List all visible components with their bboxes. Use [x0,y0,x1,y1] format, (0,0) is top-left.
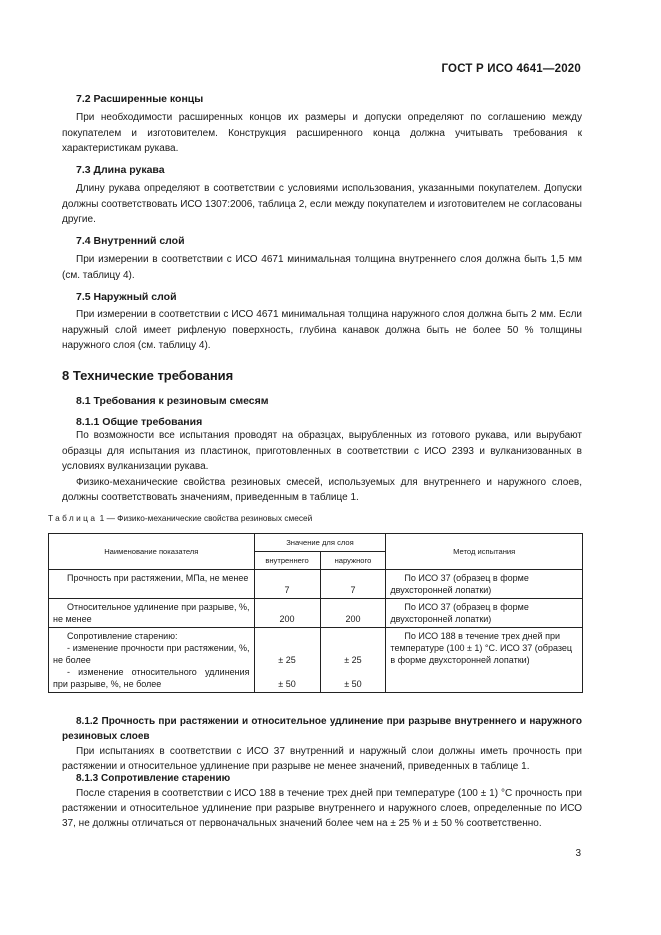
section-7-2-title: 7.2 Расширенные концы [76,93,204,105]
header-value: Значение для слоя [254,534,386,552]
section-7-3-title: 7.3 Длина рукава [76,164,165,176]
table-row: Сопротивление старению: - изменение прочности при растяжении, %, не более - изменение относительного удлинения при разрыве, %, не более ± 25 ± 50 ± 25 ± 50 По ИСО 188 в течение трех дней при температуре (100 ± 1) °С. ИСО 37 (образец в форме двухсторонней лопатки) [49,628,583,693]
section-7-2-text: При необходимости расширенных концов их размеры и допуски определяют по соглашению между покупателем и изготовителем. Конструкция расширенного конца должна учитывать требования к характеристикам рукава. [62,112,582,154]
section-7-4-title: 7.4 Внутренний слой [76,235,185,247]
section-8-1-1-title: 8.1.1 Общие требования [76,416,203,428]
section-8-1-title: 8.1 Требования к резиновым смесям [76,395,269,407]
section-7-5-text: При измерении в соответствии с ИСО 4671 минимальная толщина наружного слоя должна быть 2 мм. Если наружный слой имеет рифленую поверхность, глубина канавок должна быть не более 50 % толщины наружного слоя (см. таблицу 4). [62,309,582,351]
header-method: Метод испытания [386,534,583,570]
section-8-1-3-title: 8.1.3 Сопротивление старению [76,773,231,784]
page-number: 3 [575,848,581,859]
table-row: Прочность при растяжении, МПа, не менее 7 7 По ИСО 37 (образец в форме двухсторонней лопатки) [49,570,583,599]
section-8-1-2-text: При испытаниях в соответствии с ИСО 37 внутренний и наружный слои должны иметь прочность при растяжении и относительное удлинение при разрыве не менее значений, приведенных в таблице 1. [62,746,582,772]
section-7-5-title: 7.5 Наружный слой [76,291,177,303]
header-outer: наружного [320,552,386,570]
section-8-1-1-text: По возможности все испытания проводят на образцах, вырубленных из готового рукава, или вырубают образцы для испытания из пластинок, приготовленных в соответствии с ИСО 2393 и вулканизованных в условиях вулканизации рукава. Физико-механические свойства резиновых смесей, используемых для внутреннего и наружного слоев, должны соответствовать значениям, приведенным в таблице 1. [62,430,582,503]
header-name: Наименование показателя [49,534,255,570]
section-7-4-text: При измерении в соответствии с ИСО 4671 минимальная толщина внутреннего слоя должна быть 1,5 мм (см. таблицу 4). [62,254,582,281]
section-8-1-2-title: 8.1.2 Прочность при растяжении и относительное удлинение при разрыве внутреннего и наружного резиновых слоев [62,716,582,742]
table-caption: Таблица 1 — Физико-механические свойства резиновых смесей [48,513,313,523]
standard-designation: ГОСТ Р ИСО 4641—2020 [441,63,581,75]
section-7-3-text: Длину рукава определяют в соответствии с условиями использования, указанными покупателем. Допуски должны соответствовать ИСО 1307:2006, таблица 2, если между покупателем и изготовителем не согласованы другие. [62,183,582,225]
properties-table [48,533,583,693]
header-inner: внутреннего [254,552,320,570]
section-8-1-3-text: После старения в соответствии с ИСО 188 в течение трех дней при температуре (100 ± 1) °С прочность при растяжении и относительное удлинение при разрыве внутреннего и наружного слоев, определенные по ИСО 37, не должны отличаться от первоначальных значений более чем на ± 25 % и ± 50 % соответственно. [62,788,582,829]
table-row: Относительное удлинение при разрыве, %, не менее 200 200 По ИСО 37 (образец в форме двухсторонней лопатки) [49,599,583,628]
section-8-title: 8 Технические требования [62,368,234,383]
